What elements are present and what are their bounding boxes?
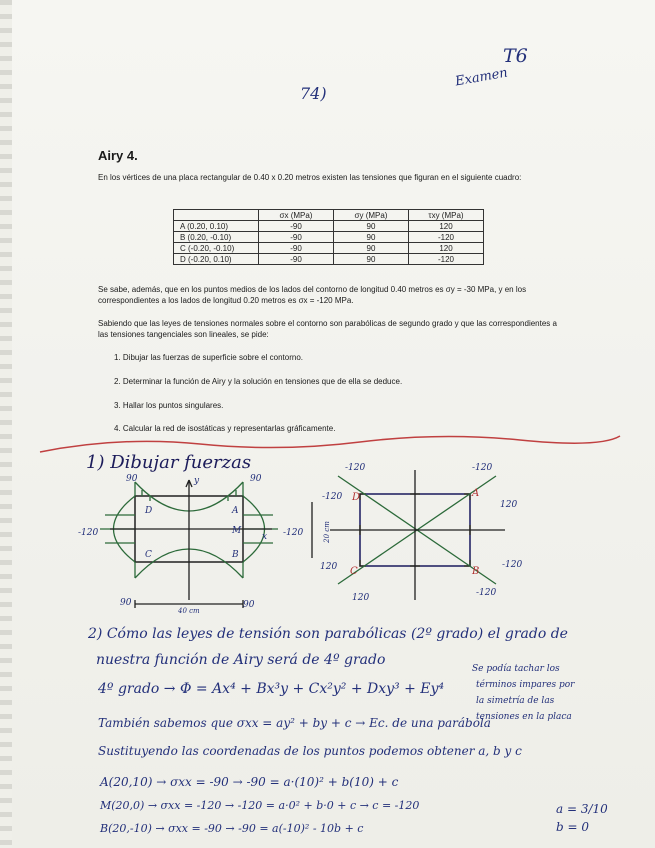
table-cell: -90: [259, 243, 334, 254]
step1-title: 1) Dibujar fuerzas: [86, 452, 252, 473]
table-cell: 90: [334, 232, 409, 243]
fig1-height: 20 cm: [322, 521, 331, 543]
problem-intro: En los vértices de una placa rectangular de 0.40 x 0.20 metros existen las tensiones que figuran en el siguiente cuadro:: [98, 173, 522, 182]
fig1-point-D: D: [145, 506, 153, 516]
fig2-point-D: D: [352, 492, 361, 503]
step2-line: 2) Cómo las leyes de tensión son parabólicas (2º grado) el grado de: [88, 626, 568, 642]
fig1-point-M: M: [232, 526, 242, 536]
fig1-axis-x: x: [262, 532, 268, 542]
table-cell: 90: [334, 221, 409, 232]
table-cell: -120: [409, 232, 484, 243]
exam-label: Examen: [454, 65, 509, 90]
table-cell: C (-0.20, -0.10): [174, 243, 259, 254]
fig2-label-left-top: -120: [322, 492, 343, 502]
fig1-point-A: A: [232, 506, 239, 516]
fig1-label-top-right: 90: [250, 474, 262, 484]
table-header-cell: σx (MPa): [259, 210, 334, 221]
fig2-label-right-top: 120: [500, 500, 518, 510]
task-item: 1. Dibujar las fuerzas de superficie sobre el contorno.: [114, 353, 303, 362]
problem-paragraph-2: Se sabe, además, que en los puntos medios de los lados del contorno de longitud 0.40 metros es σy = -30 MPa, y en los correspondientes a los lados de longitud 0.20 metros es σx = -120 MPa.: [98, 285, 527, 305]
table-cell: 90: [334, 254, 409, 265]
table-cell: -90: [259, 232, 334, 243]
fig1-width: 40 cm: [178, 607, 200, 615]
table-cell: D (-0.20, 0.10): [174, 254, 259, 265]
fig1-label-left: -120: [78, 528, 99, 538]
red-separator-line: [40, 436, 620, 452]
table-cell: A (0.20, 0.10): [174, 221, 259, 232]
table-cell: B (0.20, -0.10): [174, 232, 259, 243]
problem-number: 74): [300, 84, 327, 103]
fig2-label-right-bottom: -120: [502, 560, 523, 570]
figure-stress-sigma: [100, 480, 278, 608]
result-a: a = 3/10: [556, 802, 608, 816]
task-item: 4. Calcular la red de isostáticas y representarlas gráficamente.: [114, 424, 336, 433]
fig2-label-top-left: -120: [345, 463, 366, 473]
fig1-point-B: B: [232, 550, 239, 560]
fig2-point-B: B: [472, 566, 480, 577]
step2-line: A(20,10) → σxx = -90 → -90 = a·(10)² + b(10) + c: [100, 775, 399, 789]
table-cell: 120: [409, 221, 484, 232]
fig1-label-bottom-right: 90: [243, 600, 255, 610]
fig1-label-top-left: 90: [126, 474, 138, 484]
step2-line: 4º grado → Φ = Ax⁴ + Bx³y + Cx²y² + Dxy³ + Ey⁴: [98, 681, 445, 697]
fig2-point-A: A: [472, 488, 480, 499]
step2-line: M(20,0) → σxx = -120 → -120 = a·0² + b·0 + c → c = -120: [100, 799, 420, 812]
table-cell: -90: [259, 221, 334, 232]
step2-line: B(20,-10) → σxx = -90 → -90 = a(-10)² - 10b + c: [100, 822, 364, 835]
side-note-line: la simetría de las: [476, 696, 555, 706]
fig1-label-bottom-left: 90: [120, 598, 132, 608]
table-cell: 120: [409, 243, 484, 254]
table-header-cell: τxy (MPa): [409, 210, 484, 221]
table-cell: -90: [259, 254, 334, 265]
fig2-label-bottom-left: 120: [352, 593, 370, 603]
fig2-point-C: C: [350, 566, 358, 577]
fig2-label-bottom-right: -120: [476, 588, 497, 598]
fig2-label-top-right: -120: [472, 463, 493, 473]
table-cell: -120: [409, 254, 484, 265]
table-cell: 90: [334, 243, 409, 254]
result-b: b = 0: [556, 820, 589, 834]
problem-title: Airy 4.: [98, 148, 138, 163]
fig1-point-C: C: [145, 550, 152, 560]
task-item: 2. Determinar la función de Airy y la solución en tensiones que de ella se deduce.: [114, 377, 403, 386]
fig1-axis-y: y: [194, 476, 200, 486]
problem-paragraph-3: Sabiendo que las leyes de tensiones normales sobre el contorno son parabólicas de segundo grado y que las correspondientes a las tensiones tangenciales son lineales, se pide:: [98, 319, 557, 339]
step2-line: nuestra función de Airy será de 4º grado: [96, 652, 386, 668]
side-note-line: términos impares por: [476, 680, 575, 690]
table-header-cell: σy (MPa): [334, 210, 409, 221]
side-note-line: Se podía tachar los: [472, 664, 560, 674]
step2-line: También sabemos que σxx = ay² + by + c → Ec. de una parábola: [98, 716, 491, 730]
fig1-label-right: -120: [283, 528, 304, 538]
task-item: 3. Hallar los puntos singulares.: [114, 401, 224, 410]
exam-tag: T6: [503, 45, 528, 67]
side-note-line: tensiones en la placa: [476, 712, 572, 722]
fig2-label-left-bottom: 120: [320, 562, 338, 572]
step2-line: Sustituyendo las coordenadas de los puntos podemos obtener a, b y c: [98, 744, 522, 758]
